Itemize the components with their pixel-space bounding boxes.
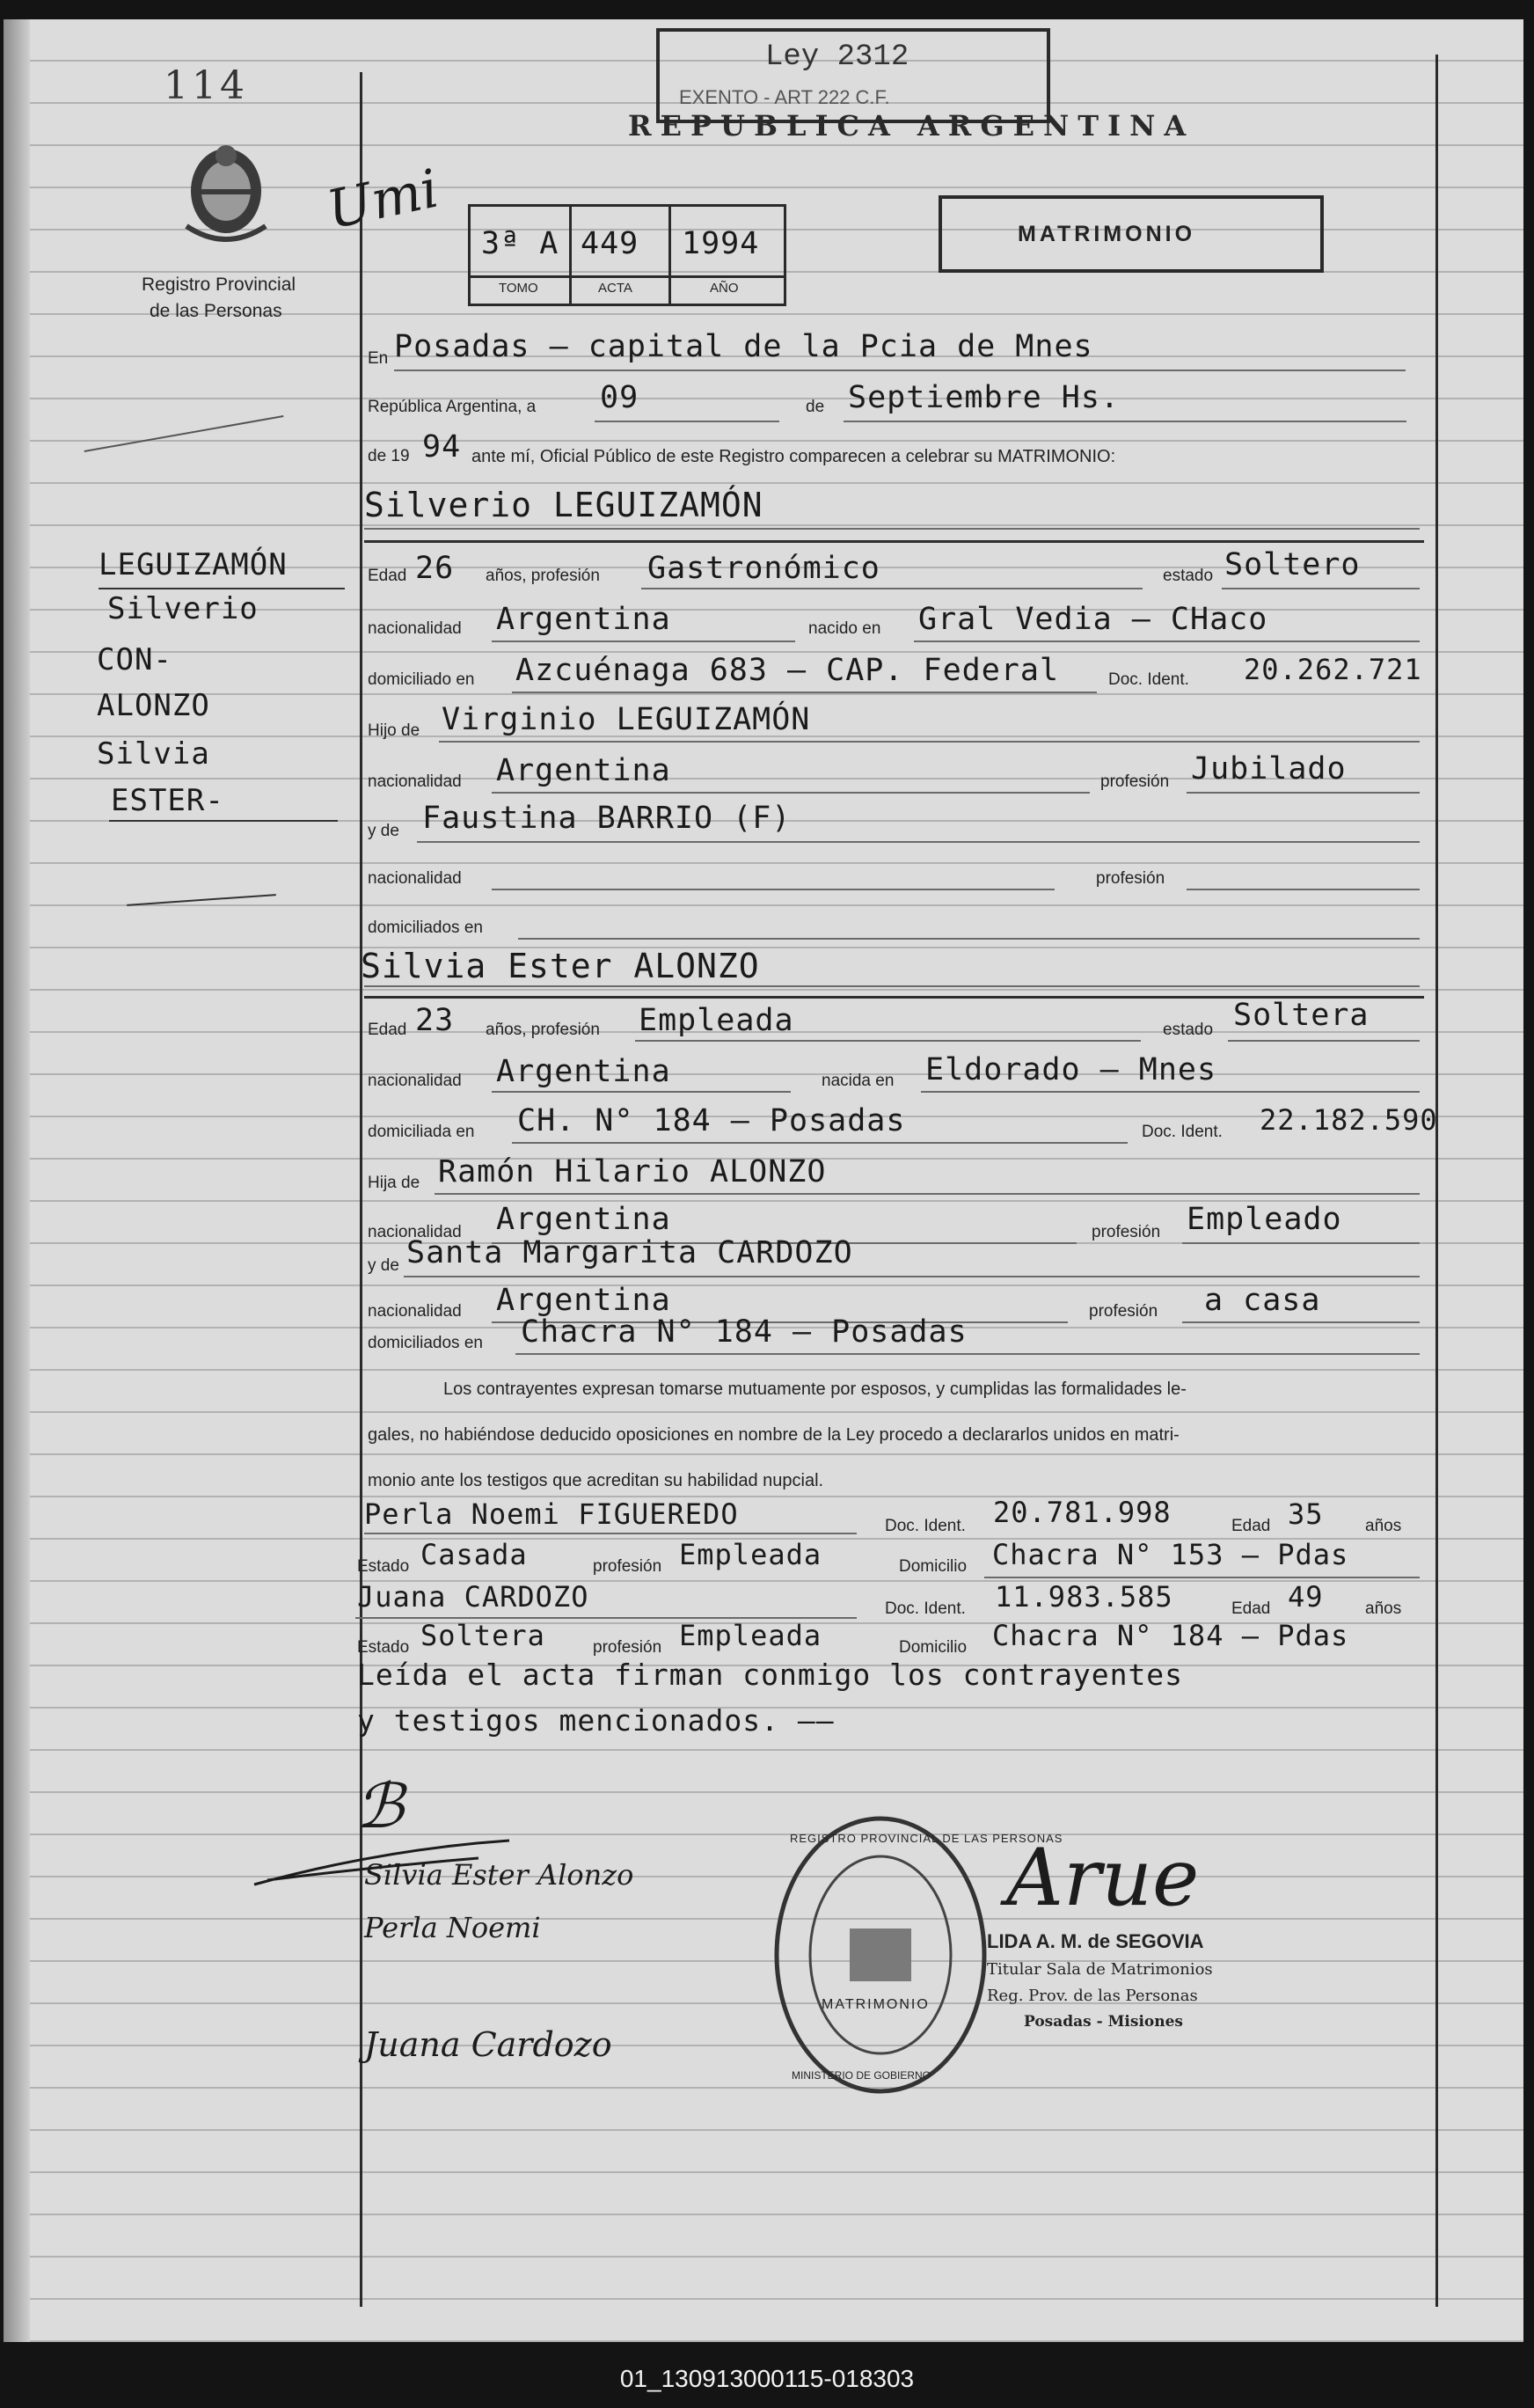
groom-address: Azcuénaga 683 – CAP. Federal (515, 653, 1060, 688)
groom-father-prof-label: profesión (1100, 772, 1170, 791)
groom-mother: Faustina BARRIO (F) (422, 801, 792, 836)
official-name: LIDA A. M. de SEGOVIA (987, 1930, 1204, 1952)
witness2-address: Chacra N° 184 – Pdas (992, 1619, 1349, 1652)
groom-doc: 20.262.721 (1244, 653, 1422, 686)
year-prefix: de 19 (368, 447, 410, 465)
bride-father-prof-label: profesión (1092, 1223, 1161, 1241)
bride-hija-label: Hija de (368, 1174, 420, 1192)
month-de-label: de (806, 398, 825, 416)
margin-note-1: LEGUIZAMÓN (99, 547, 288, 582)
seal-bottom: MINISTERIO DE GOBIERNO (792, 2069, 931, 2082)
groom-nationality: Argentina (496, 602, 671, 637)
seal-side: MATRIMONIO (822, 1997, 930, 2012)
witness1-estado-label: Estado (357, 1557, 410, 1576)
bride-estado: Soltera (1233, 998, 1370, 1033)
witness1-profession: Empleada (679, 1538, 822, 1571)
initials-scribble: Umi (322, 157, 444, 242)
bride-nacida-label: nacida en (822, 1072, 895, 1090)
bride-doc: 22.182.590 (1260, 1103, 1438, 1137)
binding-spine (4, 19, 30, 2342)
margin-note-3: CON- (97, 642, 172, 677)
groom-father: Virginio LEGUIZAMÓN (442, 702, 811, 737)
oficial-text: ante mí, Oficial Público de este Registro comparecen a celebrar su MATRIMONIO: (471, 447, 1116, 466)
witness2-name: Juana CARDOZO (357, 1580, 589, 1614)
declaration-line-1: Los contrayentes expresan tomarse mutuamente por esposos, y cumplidas las formalidades le- (443, 1380, 1187, 1399)
groom-profession: Gastronómico (647, 551, 880, 586)
groom-nationality-label: nacionalidad (368, 619, 462, 638)
groom-address-label: domiciliado en (368, 670, 475, 689)
bride-estado-label: estado (1163, 1021, 1214, 1039)
groom-edad-label: Edad (368, 567, 407, 585)
bride-mother-prof-label: profesión (1089, 1302, 1158, 1321)
groom-estado: Soltero (1224, 547, 1361, 582)
bride-profession: Empleada (639, 1003, 794, 1038)
signature-bride: Silvia Ester Alonzo (364, 1858, 634, 1892)
bride-father-nat-label: nacionalidad (368, 1223, 462, 1241)
signature-witness-1: Perla Noemi (364, 1911, 541, 1944)
official-dept: Reg. Prov. de las Personas (987, 1987, 1198, 2005)
bride-domicilio: Chacra N° 184 – Posadas (521, 1314, 968, 1350)
declaration-line-2: gales, no habiéndose deducido oposiciones en nombre de la Ley procedo a declararlos unidos en matri- (368, 1425, 1180, 1445)
day: 09 (600, 380, 639, 415)
margin-note-5: Silvia (97, 736, 210, 772)
country-title: REPUBLICA ARGENTINA (628, 109, 1195, 143)
bride-mother: Santa Margarita CARDOZO (406, 1235, 853, 1270)
closing-line-2: y testigos mencionados. —— (357, 1703, 835, 1738)
image-caption: 01_130913000115-018303 (619, 2365, 915, 2392)
official-title: Titular Sala de Matrimonios (987, 1960, 1213, 1979)
groom-estado-label: estado (1163, 567, 1214, 585)
closing-line-1: Leída el acta firman conmigo los contrayentes (357, 1658, 1184, 1692)
bride-father: Ramón Hilario ALONZO (438, 1154, 827, 1189)
witness1-domicilio-label: Domicilio (899, 1557, 968, 1576)
right-margin-rule (1435, 55, 1438, 2307)
groom-name: Silverio LEGUIZAMÓN (364, 486, 763, 524)
witness1-anos-label: años (1365, 1517, 1402, 1535)
witness1-doc: 20.781.998 (993, 1496, 1172, 1529)
groom-profesion-label: años, profesión (486, 567, 600, 585)
witness1-prof-label: profesión (593, 1557, 662, 1576)
official-city: Posadas - Misiones (1024, 2013, 1184, 2031)
witness2-edad-label: Edad (1231, 1599, 1271, 1618)
groom-father-nat-label: nacionalidad (368, 772, 462, 791)
witness2-estado: Soltera (420, 1619, 545, 1652)
signature-groom-mark: ℬ (355, 1770, 405, 1842)
bride-father-nationality: Argentina (496, 1202, 671, 1237)
place: Posadas — capital de la Pcia de Mnes (394, 329, 1093, 364)
acta-value: 449 (581, 226, 639, 261)
groom-nacido-label: nacido en (808, 619, 881, 638)
witness1-doc-label: Doc. Ident. (885, 1517, 966, 1535)
witness2-prof-label: profesión (593, 1638, 662, 1657)
official-signature: Arue (1006, 1832, 1200, 1924)
margin-note-6: ESTER- (111, 783, 224, 818)
bride-mother-nat-label: nacionalidad (368, 1302, 462, 1321)
margin-note-4: ALONZO (97, 688, 210, 723)
signature-witness-2: Juana Cardozo (364, 2025, 612, 2064)
year-suffix: 94 (422, 429, 462, 465)
groom-father-nationality: Argentina (496, 753, 671, 788)
ano-label: AÑO (710, 281, 739, 296)
bride-mother-nationality: Argentina (496, 1283, 671, 1318)
witness2-anos-label: años (1365, 1599, 1402, 1618)
bride-nationality-label: nacionalidad (368, 1072, 462, 1090)
groom-hijo-label: Hijo de (368, 721, 420, 740)
page-number: 114 (164, 63, 248, 108)
coat-of-arms-emblem (178, 138, 274, 253)
stamp-exempt: EXENTO - ART 222 C.F. (679, 86, 890, 108)
tomo-value: 3ª A (481, 226, 559, 261)
groom-father-profession: Jubilado (1191, 751, 1347, 787)
register-sheet (4, 19, 1523, 2342)
groom-age: 26 (415, 551, 455, 586)
witness2-profession: Empleada (679, 1619, 822, 1652)
month: Septiembre Hs. (848, 380, 1121, 415)
document-type-box (939, 195, 1324, 273)
bride-father-profession: Empleado (1187, 1202, 1342, 1237)
en-label: En (368, 349, 389, 368)
bride-address-label: domiciliada en (368, 1123, 475, 1141)
margin-note-2: Silverio (107, 591, 259, 626)
groom-doc-label: Doc. Ident. (1108, 670, 1189, 689)
document-type: MATRIMONIO (1018, 222, 1196, 246)
bride-doc-label: Doc. Ident. (1142, 1123, 1223, 1141)
groom-mother-nat-label: nacionalidad (368, 869, 462, 888)
bride-profesion-label: años, profesión (486, 1021, 600, 1039)
seal-text: REGISTRO PROVINCIAL DE LAS PERSONAS (790, 1832, 1063, 1845)
bride-nationality: Argentina (496, 1054, 671, 1089)
bride-birthplace: Eldorado – Mnes (925, 1052, 1217, 1087)
witness2-doc-label: Doc. Ident. (885, 1599, 966, 1618)
bride-age: 23 (415, 1003, 455, 1038)
left-margin-rule (360, 72, 362, 2307)
groom-yde-label: y de (368, 822, 399, 840)
witness1-edad-label: Edad (1231, 1517, 1271, 1535)
bride-yde-label: y de (368, 1256, 399, 1275)
witness2-age: 49 (1288, 1580, 1324, 1614)
witness1-name: Perla Noemi FIGUEREDO (364, 1497, 739, 1531)
registry-line-1: Registro Provincial (142, 274, 296, 295)
bride-edad-label: Edad (368, 1021, 407, 1039)
bride-mother-profession: a casa (1204, 1283, 1321, 1318)
republica-label: República Argentina, a (368, 398, 537, 416)
witness2-domicilio-label: Domicilio (899, 1638, 968, 1657)
declaration-line-3: monio ante los testigos que acreditan su habilidad nupcial. (368, 1471, 824, 1490)
registry-line-2: de las Personas (150, 301, 282, 321)
groom-domicilio-label: domiciliados en (368, 919, 483, 937)
bride-domicilio-label: domiciliados en (368, 1334, 483, 1352)
ano-value: 1994 (682, 226, 760, 261)
groom-birthplace: Gral Vedia – CHaco (918, 602, 1268, 637)
witness2-doc: 11.983.585 (995, 1580, 1173, 1614)
tomo-acta-ano-box (468, 204, 786, 306)
bride-name: Silvia Ester ALONZO (361, 947, 760, 985)
bride-address: CH. N° 184 – Posadas (517, 1103, 906, 1138)
witness2-estado-label: Estado (357, 1638, 410, 1657)
witness1-estado: Casada (420, 1538, 528, 1571)
witness1-age: 35 (1288, 1497, 1324, 1531)
tomo-label: TOMO (499, 281, 538, 296)
official-seal (771, 1814, 990, 2096)
stamp-law: Ley 2312 (765, 40, 909, 74)
acta-label: ACTA (598, 281, 632, 296)
witness1-address: Chacra N° 153 – Pdas (992, 1538, 1349, 1571)
groom-mother-prof-label: profesión (1096, 869, 1165, 888)
